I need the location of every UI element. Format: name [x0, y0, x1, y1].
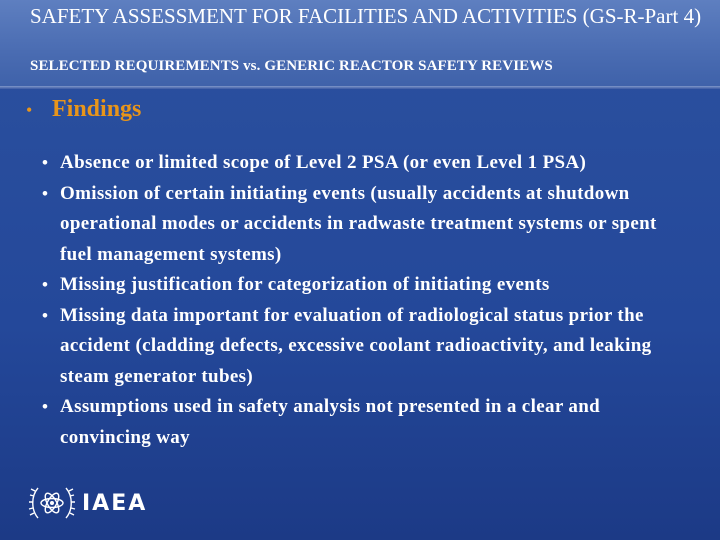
- bullet-icon: •: [42, 183, 49, 203]
- bullet-icon: •: [42, 275, 49, 294]
- list-item: • Assumptions used in safety analysis not presented in a clear and convincing way: [40, 392, 690, 453]
- iaea-logo: [28, 482, 147, 524]
- list-item: • Omission of certain initiating events (usually accidents at shutdown operational modes or accidents in radwaste treatment systems or spent fuel management systems): [40, 179, 690, 271]
- header-divider: [0, 86, 720, 89]
- findings-list: [40, 148, 690, 453]
- section-label: Findings: [52, 96, 142, 122]
- bullet-icon: •: [42, 305, 49, 325]
- list-item: • Missing justification for categorization of initiating events: [40, 270, 690, 301]
- slide-title: SAFETY ASSESSMENT FOR FACILITIES AND ACTIVITIES (GS-R-Part 4): [30, 4, 702, 28]
- bullet-icon: •: [42, 397, 49, 416]
- slide-subtitle: SELECTED REQUIREMENTS vs. GENERIC REACTOR SAFETY REVIEWS: [30, 58, 553, 74]
- section-bullet: •: [26, 100, 33, 120]
- iaea-emblem-icon: [28, 482, 76, 524]
- list-item: • Absence or limited scope of Level 2 PSA (or even Level 1 PSA): [40, 148, 690, 179]
- bullet-icon: •: [42, 153, 49, 172]
- section-heading: [26, 96, 141, 123]
- slide-header: [0, 0, 720, 86]
- logo-text: IAEA: [82, 490, 148, 516]
- list-item: • Missing data important for evaluation of radiological status prior the accident (cladding defects, excessive coolant radioactivity, and leaking steam generator tubes): [40, 301, 690, 393]
